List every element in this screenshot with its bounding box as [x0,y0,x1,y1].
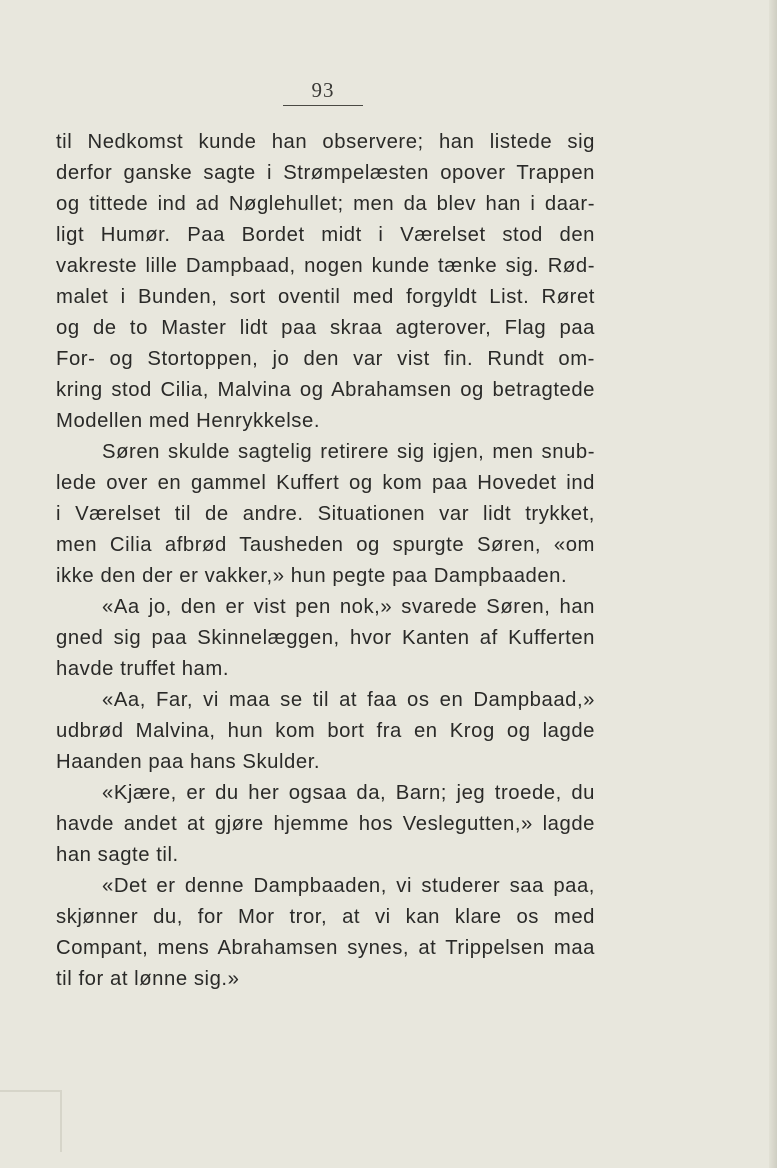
page-number-rule [283,105,363,106]
text-line: han sagte til. [56,844,179,866]
text-line: kring stod Cilia, Malvina og Abrahamsen og betragtede [56,379,595,401]
text-line: Compant, mens Abrahamsen synes, at Trippelsen maa [56,937,595,959]
text-line: «Aa jo, den er vist pen nok,» svarede Søren, han [102,596,595,618]
text-line: men Cilia afbrød Tausheden og spurgte Søren, «om [56,534,595,556]
text-line: gned sig paa Skinnelæggen, hvor Kanten af Kufferten [56,627,595,649]
text-line: For- og Stortoppen, jo den var vist fin. Rundt om- [56,348,595,370]
text-line: «Det er denne Dampbaaden, vi studerer saa paa, [102,875,595,897]
page-number-header [283,78,363,106]
text-line: Søren skulde sagtelig retirere sig igjen, men snub- [102,441,595,463]
text-line: ikke den der er vakker,» hun pegte paa Dampbaaden. [56,565,568,587]
page-number: 93 [311,78,335,102]
page-edge [769,0,777,1168]
text-line: havde andet at gjøre hjemme hos Veslegutten,» lagde [56,813,595,835]
text-line: Modellen med Henrykkelse. [56,410,320,432]
text-line: til Nedkomst kunde han observere; han listede sig [56,131,595,153]
body-text [56,127,595,995]
text-line: skjønner du, for Mor tror, at vi kan klare os med [56,906,595,928]
text-line: derfor ganske sagte i Strømpelæsten opover Trappen [56,162,595,184]
text-line: i Værelset til de andre. Situationen var lidt trykket, [56,503,595,525]
text-line: vakreste lille Dampbaad, nogen kunde tænke sig. Rød- [56,255,595,277]
page-corner-mark [0,1090,62,1152]
text-line: «Kjære, er du her ogsaa da, Barn; jeg troede, du [102,782,595,804]
text-line: Haanden paa hans Skulder. [56,751,321,773]
text-line: malet i Bunden, sort oventil med forgyldt List. Røret [56,286,595,308]
text-line: til for at lønne sig.» [56,968,240,990]
text-line: og tittede ind ad Nøglehullet; men da blev han i daar- [56,193,595,215]
text-line: ligt Humør. Paa Bordet midt i Værelset stod den [56,224,595,246]
text-line: havde truffet ham. [56,658,230,680]
text-line: udbrød Malvina, hun kom bort fra en Krog og lagde [56,720,595,742]
text-line: lede over en gammel Kuffert og kom paa Hovedet ind [56,472,595,494]
text-line: «Aa, Far, vi maa se til at faa os en Dampbaad,» [102,689,595,711]
text-line: og de to Master lidt paa skraa agterover, Flag paa [56,317,595,339]
